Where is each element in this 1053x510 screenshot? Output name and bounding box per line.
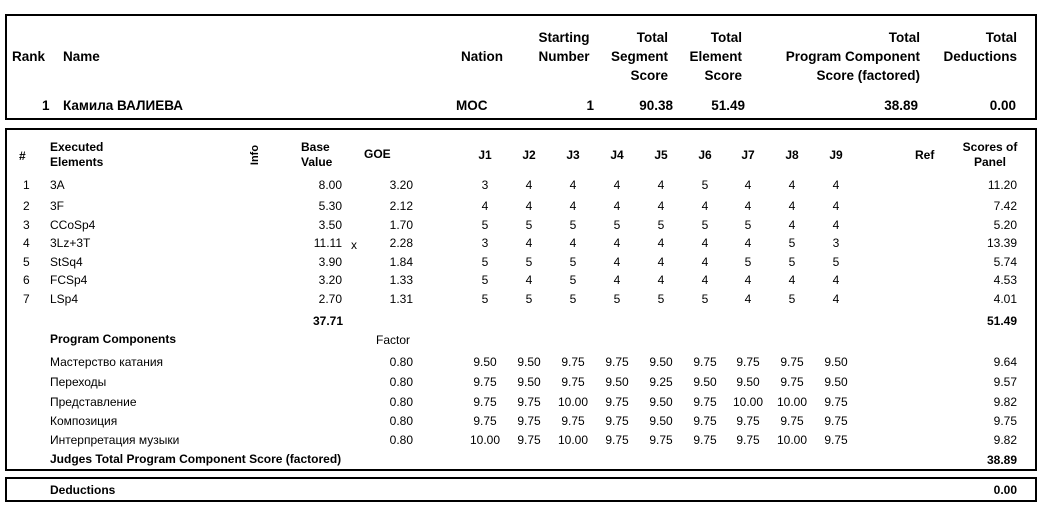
program-components-label: Program Components bbox=[50, 332, 177, 346]
component-judge-score: 9.50 bbox=[605, 375, 629, 389]
element-judge-score: 4 bbox=[481, 199, 489, 213]
element-judge-score: 4 bbox=[832, 199, 840, 213]
element-judge-score: 5 bbox=[481, 255, 489, 269]
component-judge-score: 9.75 bbox=[736, 433, 760, 447]
component-judge-score: 10.00 bbox=[732, 395, 764, 409]
skater-pcs: 38.89 bbox=[884, 98, 918, 113]
component-name: Интерпретация музыки bbox=[50, 433, 180, 447]
tss-header bbox=[596, 28, 668, 85]
component-name: Представление bbox=[50, 395, 137, 409]
element-judge-score: 4 bbox=[832, 273, 840, 287]
col-judge-header: J5 bbox=[654, 148, 668, 162]
element-judge-score: 5 bbox=[525, 218, 533, 232]
element-judge-score: 4 bbox=[569, 199, 577, 213]
element-judge-score: 4 bbox=[788, 178, 796, 192]
element-judge-score: 3 bbox=[481, 236, 489, 250]
component-judge-score: 9.50 bbox=[649, 414, 673, 428]
component-judge-score: 9.75 bbox=[824, 395, 848, 409]
skater-deductions: 0.00 bbox=[989, 98, 1016, 113]
component-judge-score: 9.75 bbox=[780, 414, 804, 428]
element-judge-score: 4 bbox=[613, 178, 621, 192]
col-ref-header: Ref bbox=[915, 148, 935, 162]
nation-header: Nation bbox=[461, 49, 503, 64]
component-judge-score: 9.75 bbox=[605, 433, 629, 447]
element-judge-score: 4 bbox=[744, 236, 752, 250]
element-name: 3F bbox=[50, 199, 65, 213]
component-panel-score: 9.82 bbox=[993, 433, 1017, 447]
element-judge-score: 5 bbox=[788, 236, 796, 250]
element-judge-score: 4 bbox=[657, 236, 665, 250]
base-value-total: 37.71 bbox=[312, 314, 343, 328]
tes-total: 51.49 bbox=[986, 314, 1017, 328]
factor-header: Factor bbox=[376, 333, 411, 347]
element-judge-score: 5 bbox=[525, 292, 533, 306]
col-base-line-2: Value bbox=[301, 155, 333, 169]
col-elements-line-1: Executed bbox=[50, 140, 104, 154]
component-judge-score: 9.75 bbox=[693, 395, 717, 409]
component-judge-score: 9.50 bbox=[824, 355, 848, 369]
element-judge-score: 5 bbox=[657, 218, 665, 232]
element-judge-score: 4 bbox=[701, 273, 709, 287]
skater-name: Камила ВАЛИЕВА bbox=[63, 98, 184, 113]
element-number: 4 bbox=[23, 236, 30, 250]
element-goe: 1.33 bbox=[389, 273, 413, 287]
component-factor: 0.80 bbox=[389, 395, 413, 409]
element-judge-score: 4 bbox=[657, 255, 665, 269]
skater-tes: 51.49 bbox=[711, 98, 745, 113]
element-judge-score: 4 bbox=[701, 199, 709, 213]
element-judge-score: 4 bbox=[744, 199, 752, 213]
tss-header-line-1: Total bbox=[636, 30, 668, 45]
pcs-total-label: Judges Total Program Component Score (factored) bbox=[50, 452, 342, 466]
element-judge-score: 4 bbox=[744, 273, 752, 287]
element-goe: 2.28 bbox=[389, 236, 413, 250]
element-panel-score: 4.01 bbox=[993, 292, 1017, 306]
tes-header-line-3: Score bbox=[704, 68, 742, 83]
col-base-line-1: Base bbox=[301, 140, 330, 154]
col-panel-line-1: Scores of bbox=[962, 140, 1018, 154]
component-judge-score: 10.00 bbox=[557, 395, 589, 409]
element-judge-score: 4 bbox=[613, 273, 621, 287]
component-panel-score: 9.57 bbox=[993, 375, 1017, 389]
element-judge-score: 5 bbox=[788, 255, 796, 269]
component-judge-score: 9.75 bbox=[561, 355, 585, 369]
skater-starting-number: 1 bbox=[586, 98, 594, 113]
element-name: CCoSp4 bbox=[50, 218, 96, 232]
element-name: 3Lz+3T bbox=[50, 236, 91, 250]
element-judge-score: 3 bbox=[481, 178, 489, 192]
element-goe: 1.31 bbox=[389, 292, 413, 306]
component-judge-score: 9.50 bbox=[649, 395, 673, 409]
tes-header bbox=[670, 28, 742, 85]
component-judge-score: 9.75 bbox=[605, 395, 629, 409]
element-judge-score: 5 bbox=[481, 218, 489, 232]
element-judge-score: 4 bbox=[569, 178, 577, 192]
element-base-value: 2.70 bbox=[318, 292, 342, 306]
element-judge-score: 5 bbox=[701, 218, 709, 232]
component-judge-score: 9.75 bbox=[517, 433, 541, 447]
col-panel-line-2: Panel bbox=[973, 155, 1006, 169]
element-panel-score: 4.53 bbox=[993, 273, 1017, 287]
element-judge-score: 5 bbox=[744, 218, 752, 232]
component-factor: 0.80 bbox=[389, 433, 413, 447]
component-judge-score: 9.75 bbox=[649, 433, 673, 447]
element-panel-score: 13.39 bbox=[986, 236, 1017, 250]
element-judge-score: 5 bbox=[613, 218, 621, 232]
element-judge-score: 4 bbox=[525, 273, 533, 287]
col-judge-header: J8 bbox=[785, 148, 799, 162]
element-base-value: 5.30 bbox=[318, 199, 342, 213]
element-number: 2 bbox=[23, 199, 30, 213]
element-judge-score: 4 bbox=[525, 178, 533, 192]
element-judge-score: 4 bbox=[569, 236, 577, 250]
col-judge-header: J2 bbox=[522, 148, 536, 162]
component-judge-score: 9.75 bbox=[736, 355, 760, 369]
component-judge-score: 9.75 bbox=[473, 414, 497, 428]
element-name: StSq4 bbox=[50, 255, 83, 269]
component-judge-score: 9.50 bbox=[517, 355, 541, 369]
component-name: Мастерство катания bbox=[50, 355, 164, 369]
component-judge-score: 10.00 bbox=[776, 433, 808, 447]
element-name: LSp4 bbox=[50, 292, 79, 306]
col-base-header bbox=[301, 140, 332, 170]
component-judge-score: 9.75 bbox=[824, 414, 848, 428]
component-factor: 0.80 bbox=[389, 414, 413, 428]
col-panel-header bbox=[950, 140, 1030, 170]
component-judge-score: 9.50 bbox=[824, 375, 848, 389]
deductions-box bbox=[5, 477, 1037, 502]
tss-header-line-2: Segment bbox=[610, 49, 668, 64]
element-judge-score: 5 bbox=[744, 255, 752, 269]
element-panel-score: 5.74 bbox=[993, 255, 1017, 269]
component-judge-score: 10.00 bbox=[557, 433, 589, 447]
component-judge-score: 9.50 bbox=[693, 375, 717, 389]
element-judge-score: 5 bbox=[701, 178, 709, 192]
component-judge-score: 9.50 bbox=[517, 375, 541, 389]
deductions-total: 0.00 bbox=[993, 483, 1017, 497]
component-judge-score: 9.75 bbox=[517, 395, 541, 409]
skater-nation: MOC bbox=[456, 98, 488, 113]
element-judge-score: 4 bbox=[525, 236, 533, 250]
component-judge-score: 9.75 bbox=[561, 414, 585, 428]
element-number: 1 bbox=[23, 178, 30, 192]
skater-rank: 1 bbox=[42, 98, 50, 113]
col-judge-header: J9 bbox=[829, 148, 843, 162]
element-goe: 3.20 bbox=[389, 178, 413, 192]
pcs-total: 38.89 bbox=[986, 453, 1017, 467]
component-panel-score: 9.75 bbox=[993, 414, 1017, 428]
component-judge-score: 10.00 bbox=[469, 433, 501, 447]
element-base-value: 3.20 bbox=[318, 273, 342, 287]
component-factor: 0.80 bbox=[389, 375, 413, 389]
ded-header-line-1: Total bbox=[985, 30, 1017, 45]
element-judge-score: 4 bbox=[701, 255, 709, 269]
element-judge-score: 3 bbox=[832, 236, 840, 250]
element-name: FCSp4 bbox=[50, 273, 88, 287]
element-judge-score: 5 bbox=[701, 292, 709, 306]
col-judge-header: J1 bbox=[478, 148, 492, 162]
component-judge-score: 9.75 bbox=[693, 433, 717, 447]
col-judge-header: J4 bbox=[610, 148, 624, 162]
rank-header: Rank bbox=[12, 49, 46, 64]
element-panel-score: 7.42 bbox=[993, 199, 1017, 213]
col-elements-line-2: Elements bbox=[50, 155, 104, 169]
tes-header-line-1: Total bbox=[710, 30, 742, 45]
element-panel-score: 11.20 bbox=[987, 178, 1017, 192]
element-judge-score: 4 bbox=[832, 292, 840, 306]
component-judge-score: 9.75 bbox=[736, 414, 760, 428]
tss-header-line-3: Score bbox=[630, 68, 668, 83]
element-judge-score: 4 bbox=[613, 255, 621, 269]
col-goe-header: GOE bbox=[364, 147, 391, 161]
component-judge-score: 9.75 bbox=[605, 414, 629, 428]
element-judge-score: 4 bbox=[657, 178, 665, 192]
element-judge-score: 4 bbox=[613, 236, 621, 250]
component-panel-score: 9.82 bbox=[993, 395, 1017, 409]
element-judge-score: 5 bbox=[481, 273, 489, 287]
element-judge-score: 5 bbox=[788, 292, 796, 306]
element-base-value: 11.11 bbox=[313, 236, 342, 250]
component-panel-score: 9.64 bbox=[993, 355, 1017, 369]
element-number: 6 bbox=[23, 273, 30, 287]
element-judge-score: 4 bbox=[744, 178, 752, 192]
element-judge-score: 4 bbox=[613, 199, 621, 213]
component-name: Композиция bbox=[50, 414, 118, 428]
element-judge-score: 4 bbox=[832, 218, 840, 232]
element-judge-score: 4 bbox=[701, 236, 709, 250]
component-judge-score: 9.50 bbox=[473, 355, 497, 369]
element-judge-score: 4 bbox=[525, 199, 533, 213]
component-factor: 0.80 bbox=[389, 355, 413, 369]
col-elements-header bbox=[50, 140, 103, 170]
element-base-value: 3.50 bbox=[318, 218, 342, 232]
col-judge-header: J3 bbox=[566, 148, 580, 162]
tes-header-line-2: Element bbox=[689, 49, 742, 64]
element-judge-score: 5 bbox=[657, 292, 665, 306]
element-judge-score: 5 bbox=[569, 273, 577, 287]
element-goe: 2.12 bbox=[389, 199, 413, 213]
component-judge-score: 9.75 bbox=[473, 395, 497, 409]
col-info-header: Info bbox=[249, 144, 261, 166]
col-judge-header: J6 bbox=[698, 148, 712, 162]
element-base-value: 3.90 bbox=[318, 255, 342, 269]
element-judge-score: 5 bbox=[832, 255, 840, 269]
component-judge-score: 9.75 bbox=[780, 355, 804, 369]
pcs-header-line-3: Score (factored) bbox=[816, 68, 920, 83]
element-name: 3A bbox=[50, 178, 65, 192]
element-judge-score: 4 bbox=[788, 273, 796, 287]
component-judge-score: 9.50 bbox=[736, 375, 760, 389]
pcs-header-line-1: Total bbox=[888, 30, 920, 45]
element-number: 3 bbox=[23, 218, 30, 232]
pcs-header bbox=[760, 28, 920, 85]
element-goe: 1.70 bbox=[389, 218, 413, 232]
element-judge-score: 5 bbox=[569, 255, 577, 269]
col-judge-header: J7 bbox=[741, 148, 755, 162]
element-judge-score: 4 bbox=[788, 218, 796, 232]
pcs-header-line-2: Program Component bbox=[785, 49, 920, 64]
component-judge-score: 9.75 bbox=[473, 375, 497, 389]
element-number: 7 bbox=[23, 292, 30, 306]
starting-header-line-1: Starting bbox=[538, 30, 590, 45]
component-judge-score: 9.75 bbox=[824, 433, 848, 447]
element-judge-score: 4 bbox=[657, 199, 665, 213]
element-goe: 1.84 bbox=[389, 255, 413, 269]
component-judge-score: 9.75 bbox=[561, 375, 585, 389]
component-judge-score: 9.25 bbox=[649, 375, 673, 389]
col-num-header: # bbox=[19, 149, 26, 163]
element-judge-score: 4 bbox=[788, 199, 796, 213]
element-number: 5 bbox=[23, 255, 30, 269]
element-judge-score: 5 bbox=[525, 255, 533, 269]
deductions-label: Deductions bbox=[50, 483, 116, 497]
name-header: Name bbox=[63, 49, 100, 64]
element-bonus-marker: x bbox=[351, 238, 357, 252]
component-judge-score: 9.75 bbox=[693, 414, 717, 428]
component-judge-score: 10.00 bbox=[776, 395, 808, 409]
component-judge-score: 9.75 bbox=[605, 355, 629, 369]
component-judge-score: 9.75 bbox=[693, 355, 717, 369]
element-panel-score: 5.20 bbox=[993, 218, 1017, 232]
element-judge-score: 5 bbox=[613, 292, 621, 306]
element-judge-score: 5 bbox=[481, 292, 489, 306]
deductions-header bbox=[926, 28, 1017, 66]
element-judge-score: 5 bbox=[569, 292, 577, 306]
starting-header-line-2: Number bbox=[538, 49, 590, 64]
starting-number-header bbox=[524, 28, 604, 66]
component-judge-score: 9.75 bbox=[517, 414, 541, 428]
element-judge-score: 5 bbox=[569, 218, 577, 232]
component-judge-score: 9.75 bbox=[780, 375, 804, 389]
element-judge-score: 4 bbox=[832, 178, 840, 192]
element-base-value: 8.00 bbox=[318, 178, 342, 192]
component-judge-score: 9.50 bbox=[649, 355, 673, 369]
component-name: Переходы bbox=[50, 375, 107, 389]
ded-header-line-2: Deductions bbox=[943, 49, 1017, 64]
skater-tss: 90.38 bbox=[639, 98, 673, 113]
element-judge-score: 4 bbox=[657, 273, 665, 287]
element-judge-score: 4 bbox=[744, 292, 752, 306]
